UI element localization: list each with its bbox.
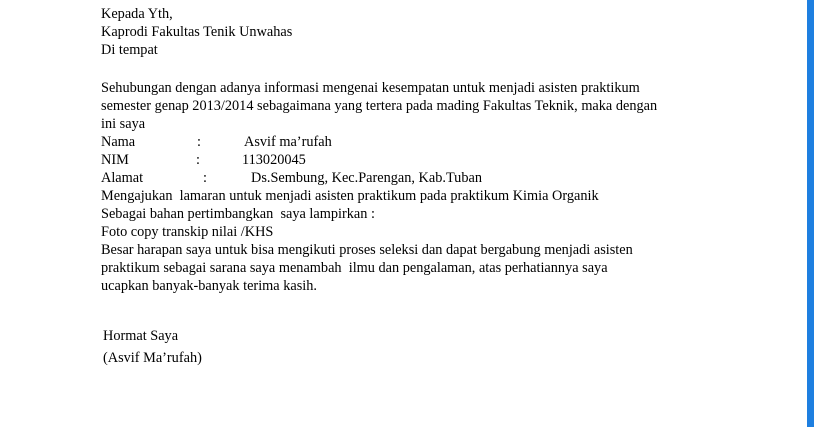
field-value: Asvif ma’rufah [244,134,332,150]
intro-paragraph [101,79,791,133]
field-separator: : [196,152,200,168]
field-value: 113020045 [242,152,306,168]
salutation-line: Kepada Yth, [101,6,173,22]
field-row-nama [101,133,791,151]
field-label: NIM [101,152,129,168]
letter-document [101,5,791,367]
body-line: Besar harapan saya untuk bisa mengikuti proses seleksi dan dapat bergabung menjadi asisten [101,242,633,258]
salutation-line: Di tempat [101,42,158,58]
body-line: ucapkan banyak-banyak terima kasih. [101,278,317,294]
body-paragraph [101,187,791,295]
salutation-line: Kaprodi Fakultas Tenik Unwahas [101,24,293,40]
body-line: Foto copy transkip nilai /KHS [101,224,274,240]
intro-line: ini saya [101,116,146,132]
body-line: Mengajukan lamaran untuk menjadi asisten praktikum pada praktikum Kimia Organik [101,188,599,204]
body-line: praktikum sebagai sarana saya menambah ilmu dan pengalaman, atas perhatiannya saya [101,260,608,276]
field-label: Nama [101,134,136,150]
signature-name: (Asvif Ma’rufah) [103,350,202,366]
spacer [101,295,791,315]
salutation-block [101,5,791,59]
field-label: Alamat [101,170,144,186]
field-separator: : [197,134,201,150]
applicant-fields [101,133,791,187]
spacer [101,59,791,79]
body-line: Sebagai bahan pertimbangkan saya lampirkan : [101,206,375,222]
field-row-alamat [101,169,791,187]
field-value: Ds.Sembung, Kec.Parengan, Kab.Tuban [251,170,482,186]
field-row-nim [101,151,791,169]
closing-text: Hormat Saya [103,328,179,344]
field-separator: : [203,170,207,186]
signature-block [103,327,791,367]
intro-line: semester genap 2013/2014 sebagaimana yang tertera pada mading Fakultas Teknik, maka dengan [101,98,658,114]
page-right-border [807,0,814,427]
intro-line: Sehubungan dengan adanya informasi mengenai kesempatan untuk menjadi asisten praktikum [101,80,640,96]
